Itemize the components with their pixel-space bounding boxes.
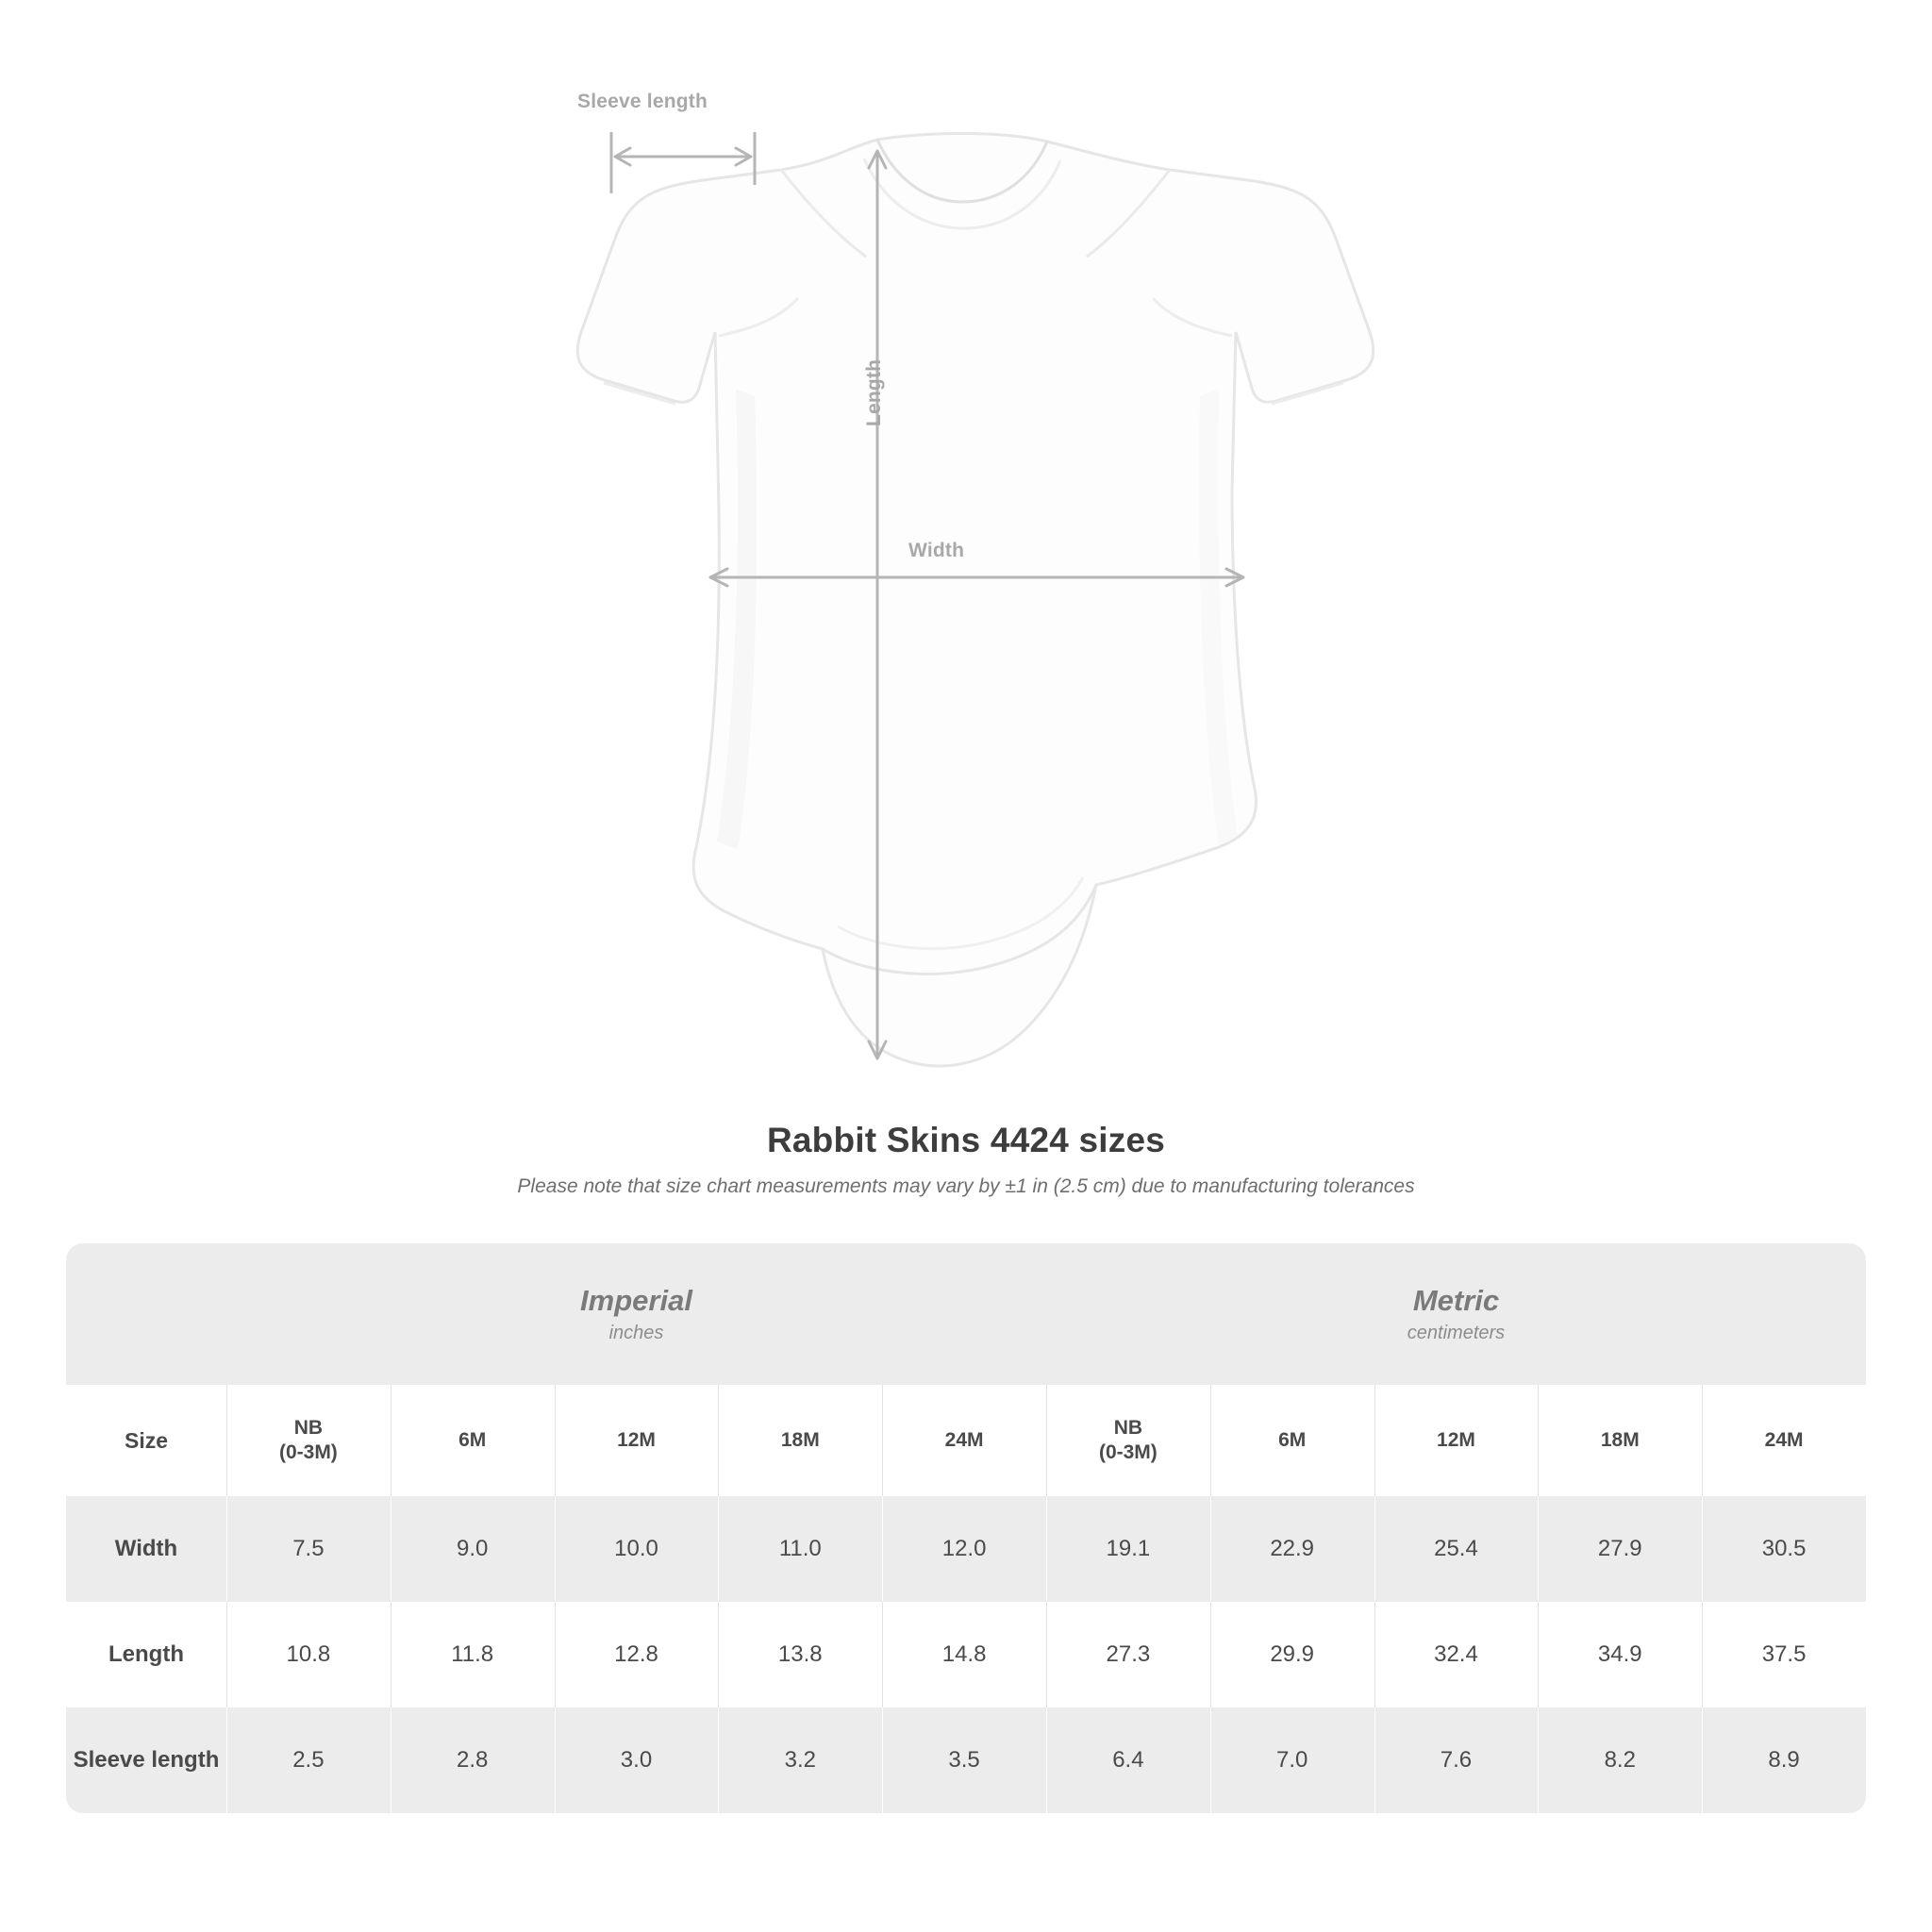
bodysuit-shape <box>577 134 1374 1066</box>
cell-sleeve-6m-imperial: 2.8 <box>391 1707 555 1813</box>
column-header-main: NB <box>1113 1416 1143 1439</box>
cell-width-18m-imperial: 11.0 <box>718 1496 882 1602</box>
table-row <box>66 1602 1866 1707</box>
column-header-main: 12M <box>1437 1428 1475 1451</box>
column-header-row <box>66 1385 1866 1496</box>
column-header-nb-metric <box>1046 1385 1210 1496</box>
cell-width-12m-metric: 25.4 <box>1374 1496 1539 1602</box>
size-table-wrapper <box>66 1243 1866 1813</box>
row-label-length: Length <box>66 1602 226 1707</box>
sleeve-length-label: Sleeve length <box>577 91 708 112</box>
cell-width-nb-imperial: 7.5 <box>226 1496 391 1602</box>
unit-imperial-name: Imperial <box>580 1283 692 1317</box>
row-label-width: Width <box>66 1496 226 1602</box>
unit-imperial-sub: inches <box>608 1323 664 1344</box>
column-header-main: 18M <box>780 1428 820 1451</box>
cell-length-12m-metric: 32.4 <box>1374 1602 1539 1707</box>
cell-width-12m-imperial: 10.0 <box>555 1496 719 1602</box>
cell-sleeve-12m-imperial: 3.0 <box>555 1707 719 1813</box>
cell-width-24m-metric: 30.5 <box>1702 1496 1866 1602</box>
unit-header-metric <box>1046 1243 1866 1385</box>
cell-length-6m-metric: 29.9 <box>1210 1602 1374 1707</box>
column-header-12m-metric <box>1374 1385 1539 1496</box>
cell-sleeve-nb-metric: 6.4 <box>1046 1707 1210 1813</box>
cell-length-24m-imperial: 14.8 <box>882 1602 1046 1707</box>
cell-width-18m-metric: 27.9 <box>1538 1496 1702 1602</box>
cell-width-6m-metric: 22.9 <box>1210 1496 1374 1602</box>
column-header-24m-imperial <box>882 1385 1046 1496</box>
column-header-sub: (0-3M) <box>1098 1441 1158 1463</box>
cell-sleeve-18m-imperial: 3.2 <box>718 1707 882 1813</box>
cell-length-6m-imperial: 11.8 <box>391 1602 555 1707</box>
column-header-24m-metric <box>1702 1385 1866 1496</box>
column-header-main: 24M <box>1764 1428 1804 1451</box>
row-label-sleeve-length: Sleeve length <box>66 1707 226 1813</box>
cell-sleeve-24m-metric: 8.9 <box>1702 1707 1866 1813</box>
cell-length-18m-metric: 34.9 <box>1538 1602 1702 1707</box>
column-header-main: NB <box>293 1416 324 1439</box>
cell-width-24m-imperial: 12.0 <box>882 1496 1046 1602</box>
cell-length-nb-metric: 27.3 <box>1046 1602 1210 1707</box>
column-header-nb-imperial <box>226 1385 391 1496</box>
cell-length-24m-metric: 37.5 <box>1702 1602 1866 1707</box>
cell-width-6m-imperial: 9.0 <box>391 1496 555 1602</box>
length-label: Length <box>863 358 885 426</box>
column-header-18m-metric <box>1538 1385 1702 1496</box>
unit-metric-name: Metric <box>1412 1283 1500 1317</box>
tolerance-note: Please note that size chart measurements may vary by ±1 in (2.5 cm) due to manufacturing tolerances <box>517 1175 1415 1197</box>
column-header-main: 24M <box>944 1428 984 1451</box>
size-table <box>66 1243 1866 1813</box>
cell-length-12m-imperial: 12.8 <box>555 1602 719 1707</box>
table-row <box>66 1707 1866 1813</box>
title-block <box>0 1121 1932 1198</box>
column-header-18m-imperial <box>718 1385 882 1496</box>
cell-width-nb-metric: 19.1 <box>1046 1496 1210 1602</box>
column-header-main: 6M <box>458 1428 487 1451</box>
cell-sleeve-6m-metric: 7.0 <box>1210 1707 1374 1813</box>
cell-length-18m-imperial: 13.8 <box>718 1602 882 1707</box>
cell-length-nb-imperial: 10.8 <box>226 1602 391 1707</box>
table-row <box>66 1496 1866 1602</box>
column-header-12m-imperial <box>555 1385 719 1496</box>
unit-header-imperial <box>226 1243 1046 1385</box>
column-header-sub: (0-3M) <box>278 1441 338 1463</box>
cell-sleeve-24m-imperial: 3.5 <box>882 1707 1046 1813</box>
column-header-6m-metric <box>1210 1385 1374 1496</box>
unit-header-row <box>66 1243 1866 1385</box>
column-header-main: 18M <box>1600 1428 1640 1451</box>
column-header-main: 12M <box>617 1428 656 1451</box>
column-header-6m-imperial <box>391 1385 555 1496</box>
width-label: Width <box>908 540 965 561</box>
unit-metric-sub: centimeters <box>1407 1323 1506 1344</box>
unit-header-spacer <box>66 1243 226 1385</box>
column-header-main: 6M <box>1278 1428 1307 1451</box>
page-title: Rabbit Skins 4424 sizes <box>766 1121 1166 1159</box>
cell-sleeve-12m-metric: 7.6 <box>1374 1707 1539 1813</box>
cell-sleeve-18m-metric: 8.2 <box>1538 1707 1702 1813</box>
cell-sleeve-nb-imperial: 2.5 <box>226 1707 391 1813</box>
row-header-size: Size <box>66 1385 226 1496</box>
